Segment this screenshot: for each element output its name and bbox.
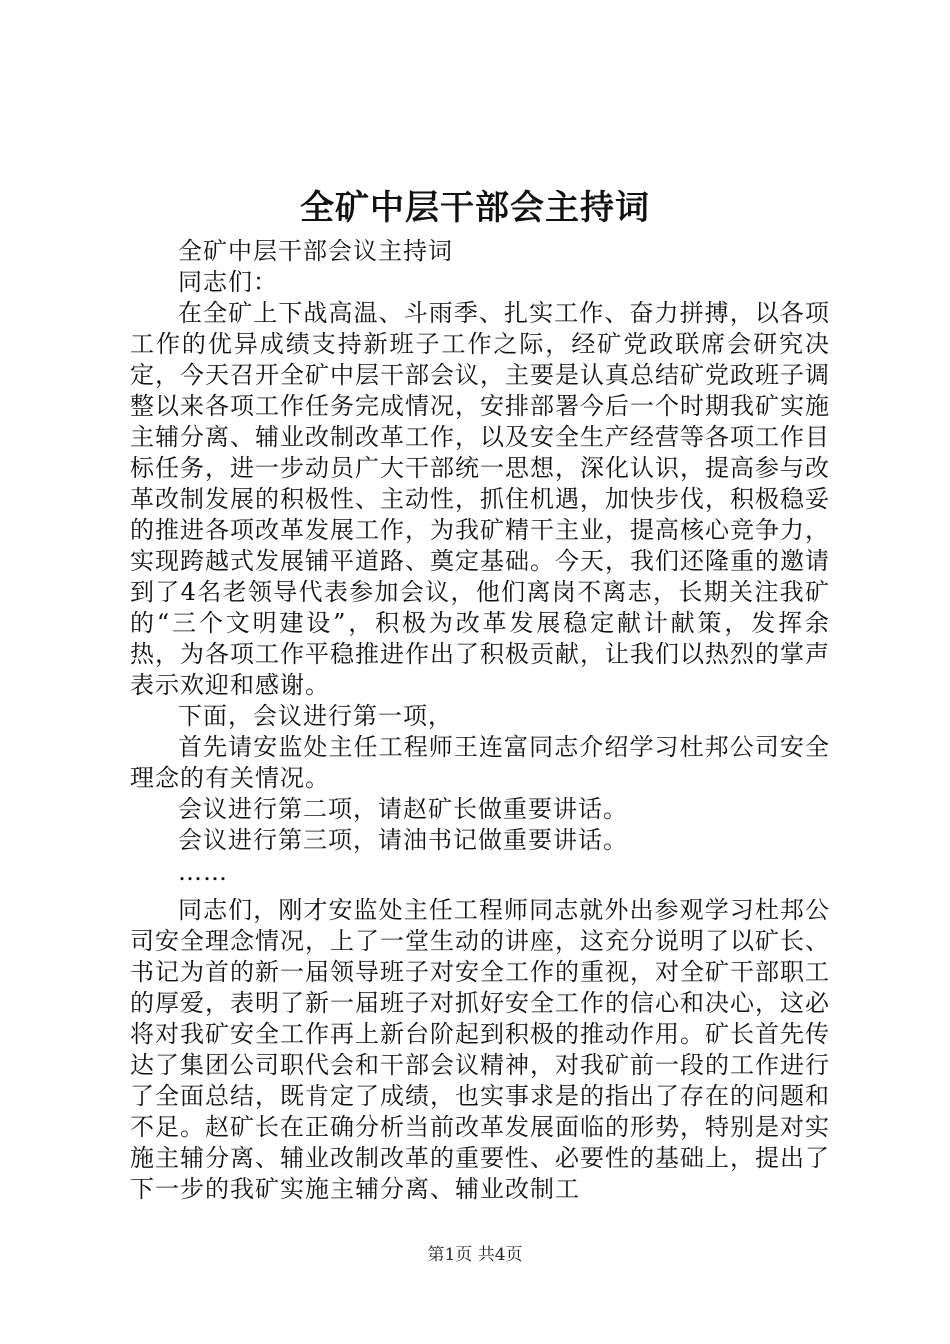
summary-paragraph: 同志们，刚才安监处主任工程师同志就外出参观学习杜邦公司安全理念情况，上了一堂生动的讲座，这充分说明了以矿长、书记为首的新一届领导班子对安全工作的重视，对全矿干部职工的厚爱，表明了新一届班子对抓好安全工作的信心和决心，这必将对我矿安全工作再上新台阶起到积极的推动作用。矿长首先传达了集团公司职代会和干部会议精神，对我矿前一段的工作进行了全面总结，既肯定了成绩，也实事求是的指出了存在的问题和不足。赵矿长在正确分析当前改革发展面临的形势，特别是对实施主辅分离、辅业改制改革的重要性、必要性的基础上，提出了下一步的我矿实施主辅分离、辅业改制工 bbox=[130, 896, 830, 1203]
page-number: 第1页 共4页 bbox=[427, 1245, 523, 1265]
salutation-paragraph: 同志们： bbox=[178, 268, 278, 296]
document-title: 全矿中层干部会主持词 bbox=[300, 188, 650, 228]
agenda-item-1-paragraph: 下面，会议进行第一项， bbox=[178, 702, 453, 730]
agenda-item-3-paragraph: 会议进行第三项，请油书记做重要讲话。 bbox=[178, 826, 628, 854]
agenda-item-2-paragraph: 会议进行第二项，请赵矿长做重要讲话。 bbox=[178, 795, 628, 823]
subtitle-paragraph: 全矿中层干部会议主持词 bbox=[178, 237, 453, 265]
ellipsis-paragraph: …… bbox=[178, 858, 228, 886]
document-body bbox=[130, 236, 830, 1205]
agenda-item-1-detail-paragraph: 首先请安监处主任工程师王连富同志介绍学习杜邦公司安全理念的有关情况。 bbox=[130, 733, 830, 792]
opening-paragraph: 在全矿上下战高温、斗雨季、扎实工作、奋力拼搏，以各项工作的优异成绩支持新班子工作之际，经矿党政联席会研究决定，今天召开全矿中层干部会议，主要是认真总结矿党政班子调整以来各项工作任务完成情况，安排部署今后一个时期我矿实施主辅分离、辅业改制改革工作，以及安全生产经营等各项工作目标任务，进一步动员广大干部统一思想，深化认识，提高参与改革改制发展的积极性、主动性，抓住机遇，加快步伐，积极稳妥的推进各项改革发展工作，为我矿精干主业，提高核心竞争力，实现跨越式发展铺平道路、奠定基础。今天，我们还隆重的邀请到了4名老领导代表参加会议，他们离岗不离志，长期关注我矿的“三个文明建设”，积极为改革发展稳定献计献策，发挥余热，为各项工作平稳推进作出了积极贡献，让我们以热烈的掌声表示欢迎和感谢。 bbox=[130, 299, 830, 699]
